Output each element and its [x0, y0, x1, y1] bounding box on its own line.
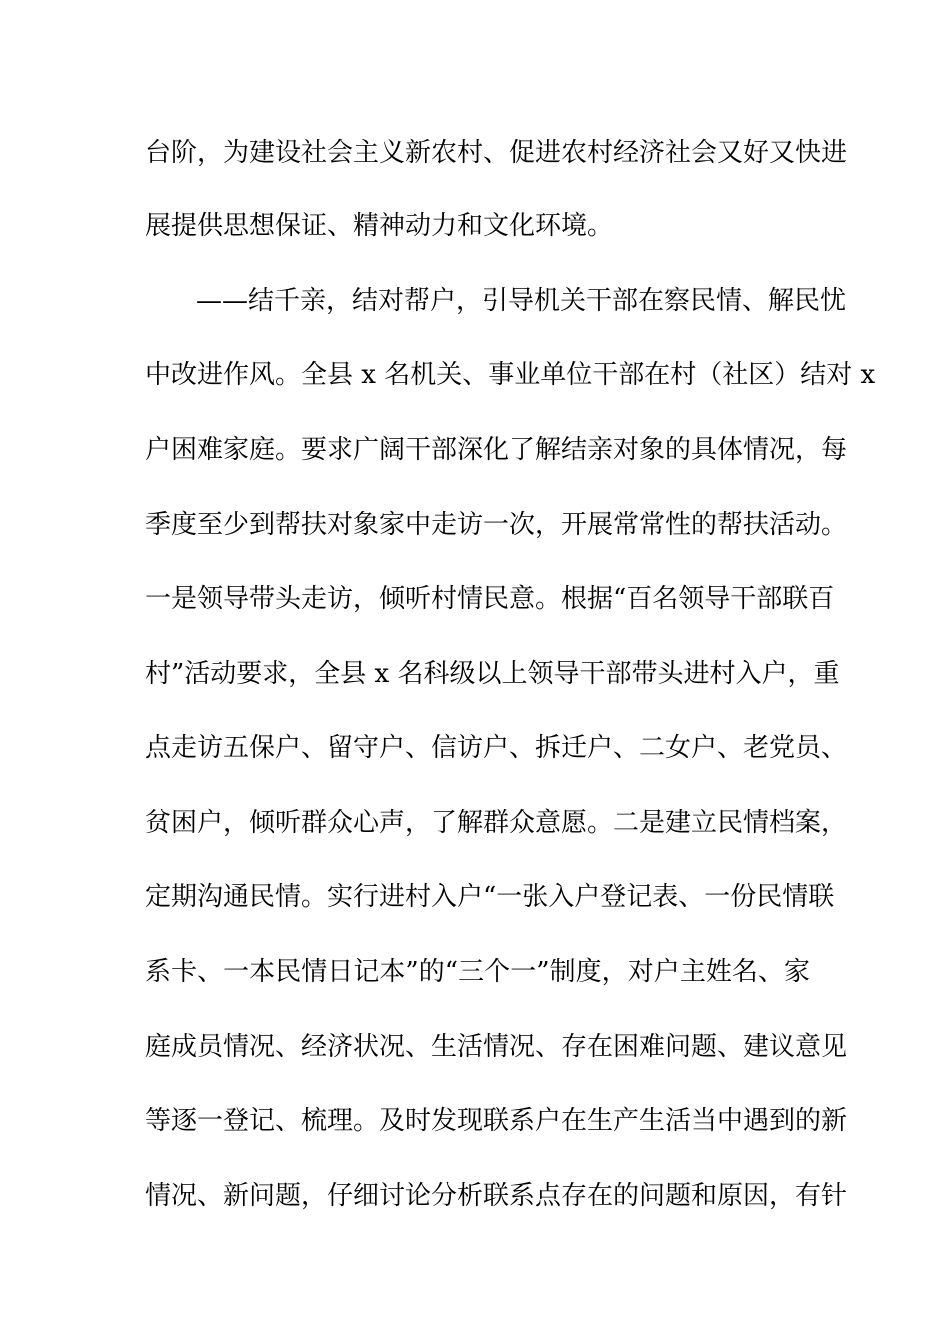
text-line-15: 情况、新问题，仔细讨论分析联系点存在的问题和原因，有针	[145, 1181, 848, 1211]
text-line-3: ——结千亲，结对帮户，引导机关干部在察民情、解民忧	[196, 286, 847, 316]
text-line-13: 庭成员情况、经济状况、生活情况、存在困难问题、建议意见	[145, 1032, 848, 1062]
text-line-8: 村”活动要求，全县 x 名科级以上领导干部带头进村入户，重	[145, 659, 840, 689]
text-line-9: 点走访五保户、留守户、信访户、拆迁户、二女户、老党员、	[145, 733, 848, 763]
text-line-1: 台阶，为建设社会主义新农村、促进农村经济社会又好又快进	[145, 138, 848, 168]
text-line-5: 户困难家庭。要求广阔干部深化了解结亲对象的具体情况，每	[145, 435, 848, 465]
text-line-10: 贫困户，倾听群众心声，了解群众意愿。二是建立民情档案，	[145, 808, 848, 838]
text-line-2: 展提供思想保证、精神动力和文化环境。	[145, 211, 614, 241]
text-line-11: 定期沟通民情。实行进村入户“一张入户登记表、一份民情联	[145, 882, 835, 912]
text-line-12: 系卡、一本民情日记本”的“三个一”制度，对户主姓名、家	[145, 957, 810, 987]
text-line-6: 季度至少到帮扶对象家中走访一次，开展常常性的帮扶活动。	[145, 510, 848, 540]
text-line-4: 中改进作风。全县 x 名机关、事业单位干部在村（社区）结对 x	[145, 360, 876, 390]
text-line-14: 等逐一登记、梳理。及时发现联系户在生产生活当中遇到的新	[145, 1106, 848, 1136]
text-line-7: 一是领导带头走访，倾听村情民意。根据“百名领导干部联百	[145, 584, 835, 614]
